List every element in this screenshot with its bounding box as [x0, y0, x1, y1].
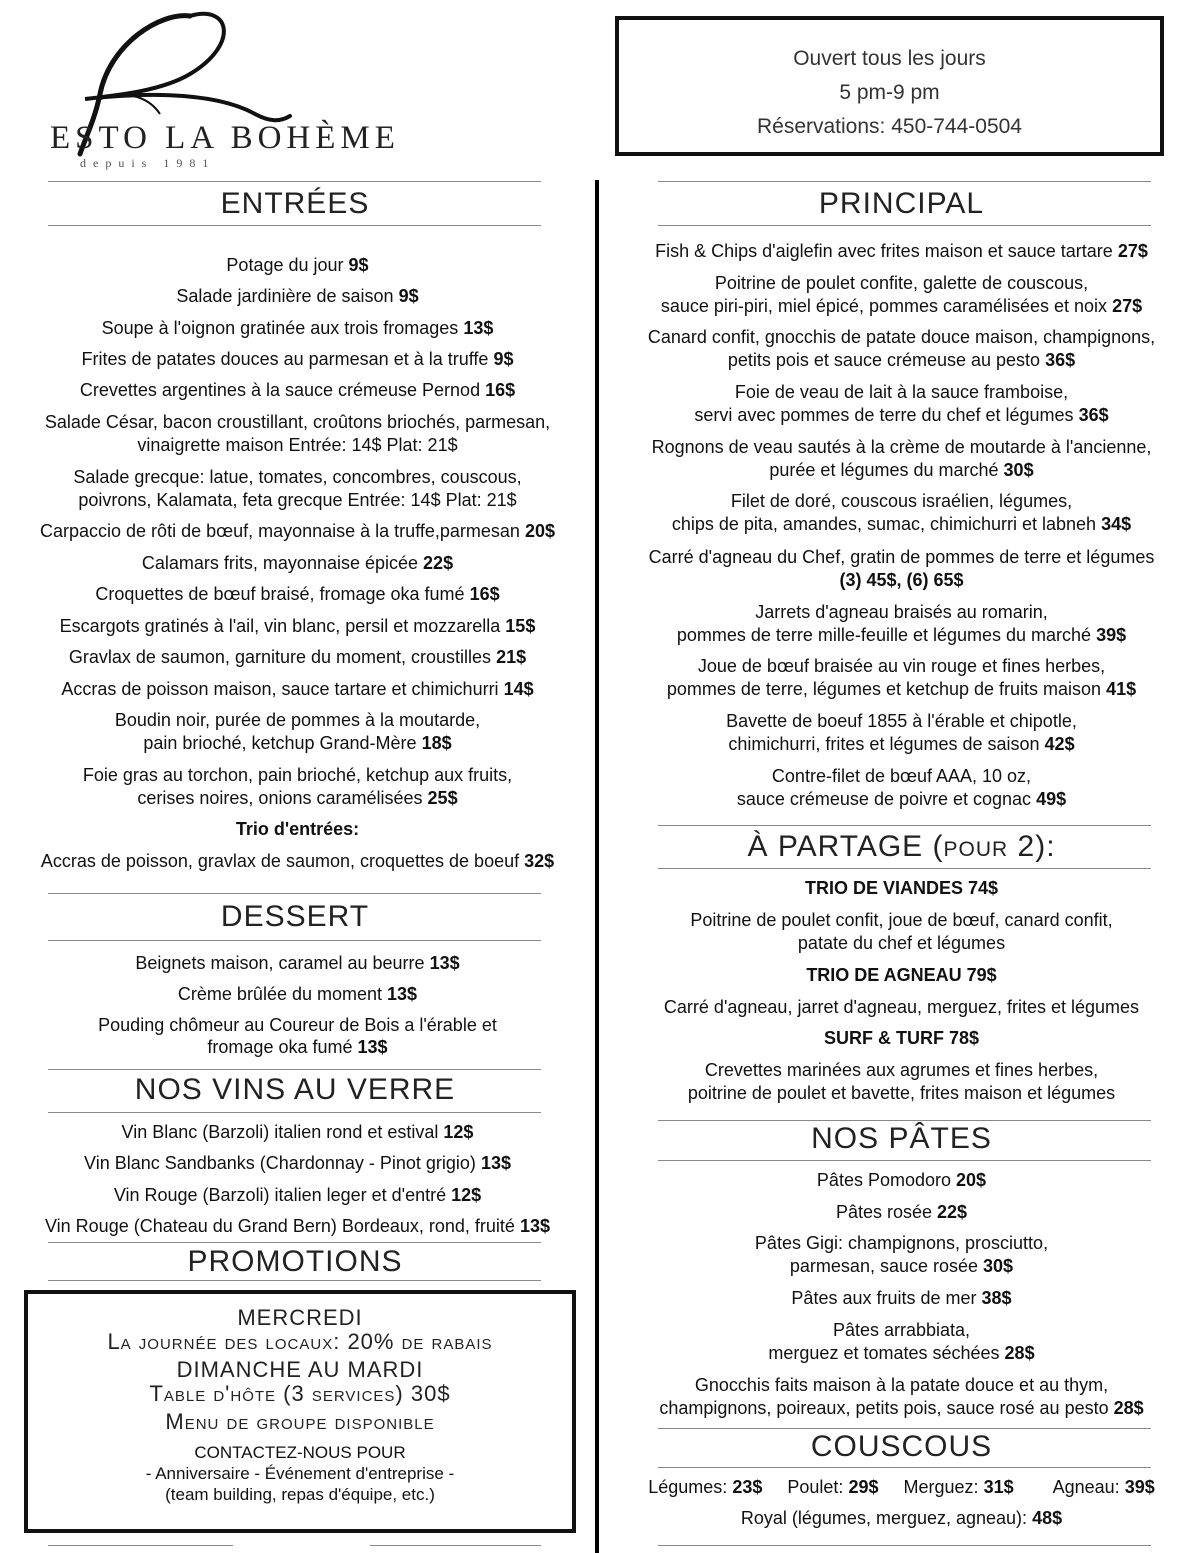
menu-item — [603, 326, 1200, 349]
item-text: Foie gras au torchon, pain brioché, ketchup aux fruits, — [82, 765, 513, 785]
rule — [658, 1428, 1151, 1429]
item-price: 39$ — [1124, 1477, 1155, 1497]
item-price: 13$ — [429, 953, 460, 973]
pates-heading: NOS PÂTES — [811, 1122, 992, 1155]
item-text: pommes de terre mille-feuille et légumes du marché — [676, 625, 1092, 645]
menu-item — [603, 909, 1200, 932]
item-text: Poitrine de poulet confite, galette de couscous, — [714, 273, 1089, 293]
rule — [658, 868, 1151, 869]
item-price: 20$ — [524, 521, 555, 541]
item-text: Salade César, bacon croustillant, croûtons briochés, parmesan, — [44, 412, 551, 432]
item-price: SURF & TURF 78$ — [823, 1028, 980, 1048]
rule — [48, 1280, 541, 1281]
item-price: 36$ — [1045, 350, 1076, 370]
couscous-prices-row — [603, 1476, 1200, 1499]
hours-line: 5 pm-9 pm — [839, 81, 940, 104]
item-price: (3) 45$, (6) 65$ — [839, 570, 964, 590]
item-text: sauce piri-piri, miel épicé, pommes caramélisées et noix — [660, 296, 1108, 316]
item-price: TRIO DE AGNEAU 79$ — [806, 965, 997, 985]
item-price: 39$ — [1096, 625, 1127, 645]
item-text: Pâtes aux fruits de mer — [791, 1288, 977, 1308]
item-text: Pâtes rosée — [835, 1202, 932, 1222]
promo-line: CONTACTEZ-NOUS POUR — [194, 1443, 406, 1462]
item-text: Frites de patates douces au parmesan et à la truffe — [81, 349, 489, 369]
item-price: 32$ — [524, 851, 555, 871]
item-price: 12$ — [451, 1185, 482, 1205]
menu-item — [603, 404, 1200, 427]
promo-line: - Anniversaire - Événement d'entreprise - — [145, 1464, 455, 1483]
item-price: 9$ — [493, 349, 514, 369]
dessert-heading: DESSERT — [220, 900, 370, 933]
trio-entrees-title: Trio d'entrées: — [235, 819, 360, 839]
item-price: 20$ — [956, 1170, 987, 1190]
menu-item — [603, 601, 1200, 624]
item-text: Merguez: — [903, 1477, 979, 1497]
item-price: 12$ — [443, 1122, 474, 1142]
item-price: 49$ — [1036, 789, 1067, 809]
menu-item — [0, 254, 595, 277]
item-text: Carré d'agneau du Chef, gratin de pommes de terre et légumes — [648, 547, 1155, 567]
promo-line: Table d'hôte (3 services) 30$ — [149, 1381, 451, 1406]
item-text: Jarrets d'agneau braisés au romarin, — [755, 602, 1048, 622]
item-price: 14$ — [503, 679, 534, 699]
item-text: Soupe à l'oignon gratinée aux trois fromages — [101, 318, 459, 338]
menu-item — [603, 1027, 1200, 1050]
item-text: Boudin noir, purée de pommes à la moutarde, — [114, 710, 481, 730]
reservations-line: Réservations: 450-744-0504 — [756, 115, 1022, 138]
promotions-box — [24, 1290, 576, 1533]
item-price: 38$ — [981, 1288, 1012, 1308]
hours-box — [615, 16, 1164, 156]
item-price: 48$ — [1032, 1508, 1063, 1528]
item-text: Poulet: — [787, 1477, 844, 1497]
item-price: 13$ — [387, 984, 418, 1004]
menu-item — [0, 983, 595, 1006]
menu-item — [603, 349, 1200, 372]
item-price: 13$ — [357, 1037, 388, 1057]
menu-item — [603, 765, 1200, 788]
item-text: Gnocchis faits maison à la patate douce et au thym, — [694, 1375, 1109, 1395]
item-price: 29$ — [848, 1477, 879, 1497]
rule — [658, 825, 1151, 826]
item-text: cerises noires, onions caramélisées — [137, 788, 423, 808]
menu-item — [603, 381, 1200, 404]
item-price: 21$ — [496, 647, 527, 667]
item-text: Joue de bœuf braisée au vin rouge et fines herbes, — [697, 656, 1106, 676]
item-text: Crevettes argentines à la sauce crémeuse Pernod — [79, 380, 481, 400]
rule — [658, 1120, 1151, 1121]
wines-heading: NOS VINS AU VERRE — [134, 1073, 456, 1106]
item-text: Poitrine de poulet confit, joue de bœuf, canard confit, — [690, 910, 1113, 930]
item-price: 22$ — [423, 553, 454, 573]
menu-item — [603, 1255, 1200, 1278]
item-text: sauce crémeuse de poivre et cognac — [736, 789, 1032, 809]
menu-item — [603, 272, 1200, 295]
item-price: 22$ — [937, 1202, 968, 1222]
item-text: Foie de veau de lait à la sauce framboise, — [734, 382, 1069, 402]
item-text: Pouding chômeur au Coureur de Bois a l'érable et — [98, 1015, 497, 1035]
menu-item — [603, 788, 1200, 811]
rule — [48, 181, 541, 182]
menu-item — [603, 546, 1200, 569]
item-text: Calamars frits, mayonnaise épicée — [141, 553, 419, 573]
menu-item — [603, 1169, 1200, 1192]
item-text: Vin Blanc (Barzoli) italien rond et estival — [121, 1122, 439, 1142]
item-text: Rognons de veau sautés à la crème de moutarde à l'ancienne, — [651, 437, 1152, 457]
item-text: parmesan, sauce rosée — [789, 1256, 979, 1276]
item-text: Salade grecque: latue, tomates, concombres, couscous, — [73, 467, 522, 487]
menu-item — [603, 1082, 1200, 1105]
column-divider — [595, 180, 599, 1553]
item-price: 18$ — [421, 733, 452, 753]
promo-line: MERCREDI — [237, 1305, 363, 1330]
item-price: 36$ — [1078, 405, 1109, 425]
item-price: 25$ — [427, 788, 458, 808]
entrees-heading: ENTRÉES — [220, 187, 370, 220]
item-text: Vin Rouge (Barzoli) italien leger et d'entré — [113, 1185, 447, 1205]
item-text: Contre-filet de bœuf AAA, 10 oz, — [771, 766, 1032, 786]
item-price: 27$ — [1117, 241, 1148, 261]
item-text: Bavette de boeuf 1855 à l'érable et chipotle, — [726, 711, 1077, 731]
item-text: champignons, poireaux, petits pois, sauce rosé au pesto — [659, 1398, 1109, 1418]
item-text: Gravlax de saumon, garniture du moment, croustilles — [68, 647, 492, 667]
menu-item — [603, 1319, 1200, 1342]
item-text: chimichurri, frites et légumes de saison — [728, 734, 1040, 754]
menu-item — [603, 1232, 1200, 1255]
menu-item — [603, 678, 1200, 701]
menu-item — [603, 655, 1200, 678]
menu-item — [603, 996, 1200, 1019]
rule — [48, 1069, 541, 1070]
item-text: Pâtes arrabbiata, — [832, 1320, 971, 1340]
rule — [658, 181, 1151, 182]
item-text: Potage du jour — [226, 255, 344, 275]
item-text: Agneau: — [1052, 1477, 1120, 1497]
menu-item — [0, 678, 595, 701]
couscous-heading: COUSCOUS — [810, 1430, 993, 1463]
partage-heading: À PARTAGE (pour 2): — [747, 830, 1056, 863]
item-text: poitrine de poulet et bavette, frites maison et légumes — [687, 1083, 1116, 1103]
item-price: 16$ — [485, 380, 516, 400]
item-text: chips de pita, amandes, sumac, chimichurri et labneh — [671, 514, 1097, 534]
menu-item — [0, 466, 595, 489]
item-price: 13$ — [463, 318, 494, 338]
menu-item — [0, 520, 595, 543]
item-price: 9$ — [398, 286, 419, 306]
hours-line: Ouvert tous les jours — [793, 47, 986, 70]
item-text: Filet de doré, couscous israélien, légumes, — [730, 491, 1073, 511]
item-text: Pâtes Pomodoro — [816, 1170, 951, 1190]
menu-item — [0, 583, 595, 606]
menu-item — [603, 964, 1200, 987]
item-text: Vin Rouge (Chateau du Grand Bern) Bordeaux, rond, fruité — [44, 1216, 515, 1236]
item-text: fromage oka fumé — [207, 1037, 353, 1057]
menu-item — [0, 709, 595, 732]
item-text: Accras de poisson maison, sauce tartare et chimichurri — [61, 679, 499, 699]
rule — [658, 1160, 1151, 1161]
item-price: 13$ — [480, 1153, 511, 1173]
menu-item — [0, 732, 595, 755]
item-text: Carré d'agneau, jarret d'agneau, merguez, frites et légumes — [663, 997, 1140, 1017]
item-text: Crème brûlée du moment — [177, 984, 383, 1004]
menu-item — [0, 952, 595, 975]
menu-item — [603, 513, 1200, 536]
rule — [48, 940, 541, 941]
menu-item — [0, 1121, 595, 1144]
menu-item — [0, 489, 595, 512]
item-price: 34$ — [1101, 514, 1132, 534]
item-text: Royal (légumes, merguez, agneau): — [740, 1508, 1028, 1528]
menu-item — [0, 317, 595, 340]
menu-item — [0, 1036, 595, 1059]
item-text: Fish & Chips d'aiglefin avec frites maison et sauce tartare — [655, 241, 1113, 261]
menu-item — [0, 552, 595, 575]
item-text: Crevettes marinées aux agrumes et fines herbes, — [704, 1060, 1099, 1080]
menu-item — [0, 764, 595, 787]
item-text: Carpaccio de rôti de bœuf, mayonnaise à la truffe,parmesan — [40, 521, 520, 541]
menu-item — [603, 1374, 1200, 1397]
promotions-heading: PROMOTIONS — [187, 1245, 403, 1278]
rule — [48, 225, 541, 226]
item-text: merguez et tomates séchées — [768, 1343, 1000, 1363]
menu-item — [0, 1184, 595, 1207]
menu-item — [603, 1287, 1200, 1310]
menu-item — [603, 1342, 1200, 1365]
menu-item — [0, 285, 595, 308]
menu-item — [0, 434, 595, 457]
rule — [370, 1545, 541, 1546]
menu-item — [603, 240, 1200, 263]
menu-item — [603, 1397, 1200, 1420]
menu-item — [0, 379, 595, 402]
logo-subtitle: depuis 1981 — [80, 156, 216, 170]
menu-item — [0, 1152, 595, 1175]
item-price: 13$ — [519, 1216, 550, 1236]
item-text: pain brioché, ketchup Grand-Mère — [143, 733, 417, 753]
menu-item — [603, 733, 1200, 756]
menu-item — [0, 348, 595, 371]
promo-line: DIMANCHE AU MARDI — [176, 1357, 424, 1382]
rule — [658, 1467, 1151, 1468]
menu-item — [0, 1215, 595, 1238]
menu-item — [603, 459, 1200, 482]
menu-item — [603, 710, 1200, 733]
item-text: purée et légumes du marché — [769, 460, 999, 480]
item-text: patate du chef et légumes — [797, 933, 1006, 953]
item-price: 9$ — [348, 255, 369, 275]
menu-item — [603, 569, 1200, 592]
rule — [48, 1112, 541, 1113]
item-price: 28$ — [1113, 1398, 1144, 1418]
item-text: Beignets maison, caramel au beurre — [135, 953, 425, 973]
menu-item — [603, 295, 1200, 318]
menu-item — [603, 1059, 1200, 1082]
item-price: 28$ — [1004, 1343, 1035, 1363]
item-text: Vin Blanc Sandbanks (Chardonnay - Pinot grigio) — [84, 1153, 476, 1173]
menu-item — [0, 615, 595, 638]
item-text: Canard confit, gnocchis de patate douce maison, champignons, — [647, 327, 1156, 347]
item-text: Croquettes de bœuf braisé, fromage oka fumé — [95, 584, 465, 604]
logo-text: ESTO LA BOHÈME — [50, 120, 400, 156]
rule — [48, 1242, 541, 1243]
trio-entrees-item — [0, 850, 595, 873]
rule — [658, 1545, 1151, 1546]
menu-item — [0, 1014, 595, 1037]
item-price: 15$ — [505, 616, 536, 636]
menu-item — [603, 624, 1200, 647]
item-price: 27$ — [1112, 296, 1143, 316]
menu-item — [0, 787, 595, 810]
menu-item — [603, 877, 1200, 900]
couscous-royal-row — [603, 1507, 1200, 1530]
menu-item — [603, 436, 1200, 459]
item-price: 30$ — [983, 1256, 1014, 1276]
item-text: petits pois et sauce crémeuse au pesto — [727, 350, 1041, 370]
promo-line: La journée des locaux: 20% de rabais — [107, 1329, 493, 1354]
item-price: 16$ — [469, 584, 500, 604]
item-price: TRIO DE VIANDES 74$ — [804, 878, 999, 898]
item-text: Salade jardinière de saison — [176, 286, 394, 306]
rule — [658, 225, 1151, 226]
promo-line: (team building, repas d'équipe, etc.) — [165, 1485, 435, 1504]
item-text: vinaigrette maison Entrée: 14$ Plat: 21$ — [137, 435, 458, 455]
item-text: Escargots gratinés à l'ail, vin blanc, persil et mozzarella — [59, 616, 501, 636]
menu-item — [603, 932, 1200, 955]
item-price: 30$ — [1003, 460, 1034, 480]
item-price: 41$ — [1106, 679, 1137, 699]
menu-item — [603, 490, 1200, 513]
item-text: servi avec pommes de terre du chef et légumes — [694, 405, 1074, 425]
menu-item — [0, 646, 595, 669]
menu-item — [603, 1201, 1200, 1224]
item-price: 42$ — [1044, 734, 1075, 754]
rule — [48, 893, 541, 894]
item-text: Légumes: — [648, 1477, 728, 1497]
item-text: poivrons, Kalamata, feta grecque Entrée: 14$ Plat: 21$ — [78, 490, 517, 510]
item-price: 23$ — [732, 1477, 763, 1497]
item-price: 31$ — [983, 1477, 1014, 1497]
menu-item — [0, 411, 595, 434]
promo-line: Menu de groupe disponible — [165, 1409, 435, 1434]
principal-heading: PRINCIPAL — [818, 187, 985, 220]
item-text: Pâtes Gigi: champignons, prosciutto, — [754, 1233, 1049, 1253]
item-text: Accras de poisson, gravlax de saumon, croquettes de boeuf — [40, 851, 520, 871]
item-text: pommes de terre, légumes et ketchup de fruits maison — [666, 679, 1102, 699]
rule — [48, 1545, 233, 1546]
